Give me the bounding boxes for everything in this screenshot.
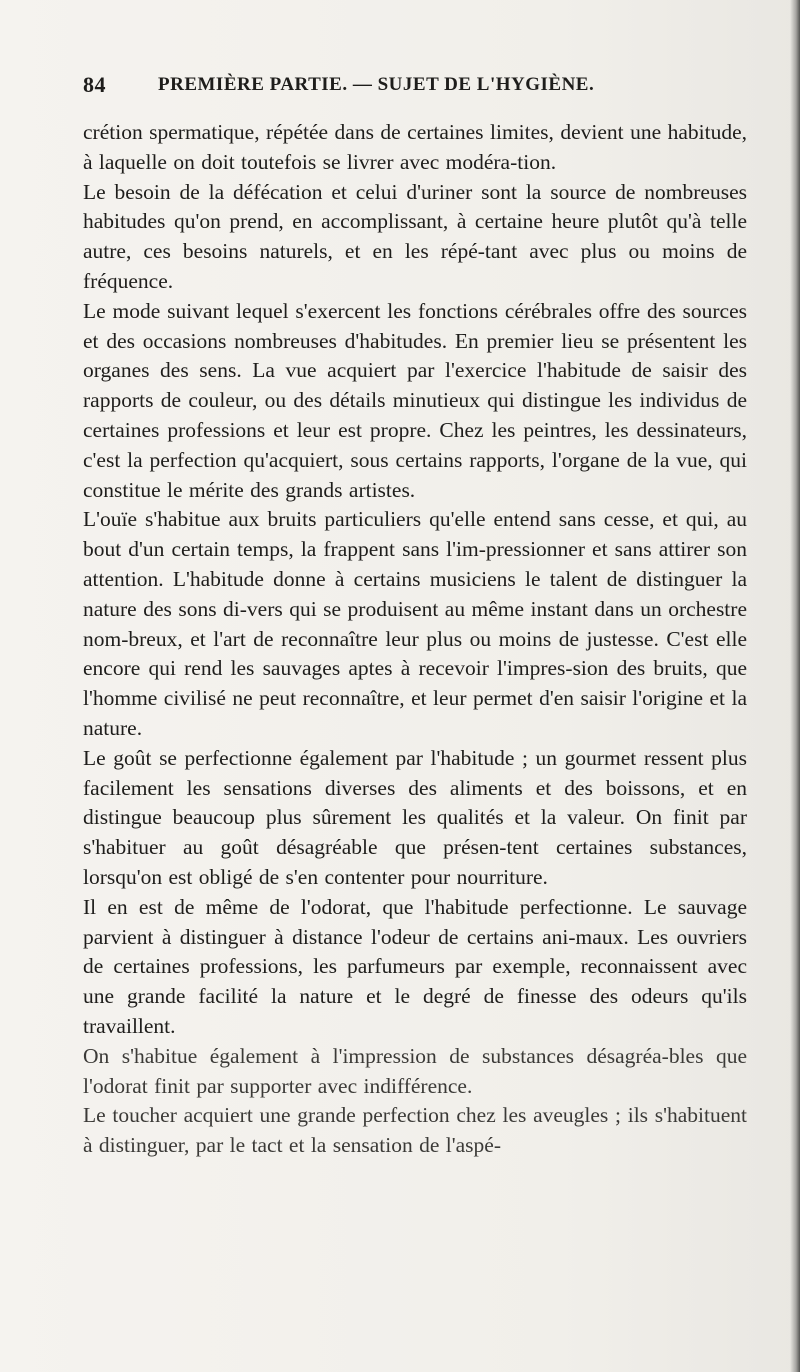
paragraph-taste: Le goût se perfectionne également par l'habitude ; un gourmet ressent plus facilement les sensations diverses des aliments et des boissons, et en distingue beaucoup plus sûrement les qualités et la valeur. On finit par s'habituer au goût désagréable que présen-tent certaines substances, lorsqu'on est obligé de s'en contenter pour nourriture. <box>83 745 747 889</box>
paragraph-unpleasant-substances: On s'habitue également à l'impression de substances désagréa-bles que l'odorat finit par supporter avec indifférence. <box>83 1043 747 1098</box>
paragraph-cerebral-functions: Le mode suivant lequel s'exercent les fonctions cérébrales offre des sources et des occasions nombreuses d'habitudes. En premier lieu se présentent les organes des sens. La vue acquiert par l'exercice l'habitude de saisir des rapports de couleur, ou des détails minutieux qui distingue les individus de certaines professions et leur est propre. Chez les peintres, les dessinateurs, c'est la perfection qu'acquiert, sous certains rapports, l'organe de la vue, qui constitue le mérite des grands artistes. <box>83 298 747 502</box>
page-edge-shadow <box>790 0 800 1372</box>
paragraph-hearing: L'ouïe s'habitue aux bruits particuliers qu'elle entend sans cesse, et qui, au bout d'un certain temps, la frappent sans l'im-pressionner et sans attirer son attention. L'habitude donne à certains musiciens le talent de distinguer la nature des sons di-vers qui se produisent au même instant dans un orchestre nom-breux, et l'art de reconnaître leur plus ou moins de justesse. C'est elle encore qui rend les sauvages aptes à recevoir l'impres-sion des bruits, que l'homme civilisé ne peut reconnaître, et leur permet d'en saisir l'origine et la nature. <box>83 507 747 740</box>
paragraph-defecation: Le besoin de la défécation et celui d'uriner sont la source de nombreuses habitudes qu'on prend, en accomplissant, à certaine heure plutôt qu'à telle autre, ces besoins naturels, et en les répé-tant avec plus ou moins de fréquence. <box>83 179 747 293</box>
running-title: PREMIÈRE PARTIE. — SUJET DE L'HYGIÈNE. <box>158 74 595 95</box>
paragraph-continuation: crétion spermatique, répétée dans de certaines limites, devient une habitude, à laquelle on doit toutefois se livrer avec modéra-tion. <box>83 120 747 174</box>
body-text <box>83 118 747 1161</box>
paragraph-touch: Le toucher acquiert une grande perfection chez les aveugles ; ils s'habituent à distinguer, par le tact et la sensation de l'aspé- <box>83 1103 747 1158</box>
running-head <box>83 72 745 102</box>
paragraph-smell: Il en est de même de l'odorat, que l'habitude perfectionne. Le sauvage parvient à distinguer à distance l'odeur de certains ani-maux. Les ouvriers de certaines professions, les parfumeurs par exemple, reconnaissent avec une grande facilité la nature et le degré de finesse des odeurs qu'ils travaillent. <box>83 894 747 1038</box>
page-number: 84 <box>83 72 106 97</box>
